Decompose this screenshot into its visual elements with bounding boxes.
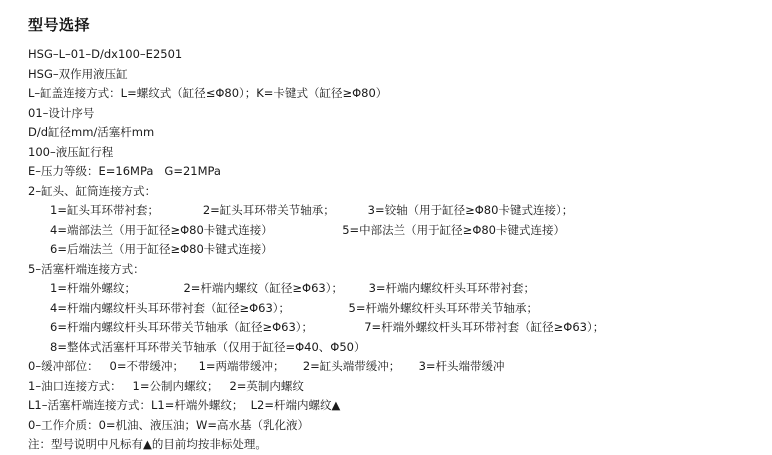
spec-line: 4=端部法兰（用于缸径≥Φ80卡键式连接） 5=中部法兰（用于缸径≥Φ80卡键式连接） — [50, 222, 565, 237]
spec-line: 8=整体式活塞杆耳环带关节轴承（仅用于缸径=Φ40、Φ50） — [50, 339, 366, 354]
spec-line: L1–活塞杆端连接方式：L1=杆端外螺纹； L2=杆端内螺纹▲ — [28, 398, 341, 412]
spec-line: HSG–双作用液压缸 — [28, 66, 128, 81]
spec-line: 0–缓冲部位： 0=不带缓冲； 1=两端带缓冲； 2=缸头端带缓冲； 3=杆头端带缓冲 — [28, 359, 505, 373]
spec-line: 01–设计序号 — [28, 105, 95, 120]
spec-line: D/d缸径mm/活塞杆mm — [28, 125, 155, 139]
spec-line: 1–油口连接方式： 1=公制内螺纹； 2=英制内螺纹 — [28, 378, 304, 393]
page-title: 型号选择 — [28, 16, 91, 34]
spec-line: HSG–L–01–D/dx100–E2501 — [28, 47, 183, 61]
spec-line: 6=杆端内螺纹杆头耳环带关节轴承（缸径≥Φ63）； 7=杆端外螺纹杆头耳环带衬套（缸径≥Φ63）； — [50, 320, 605, 334]
spec-line: 1=杆端外螺纹； 2=杆端内螺纹（缸径≥Φ63）； 3=杆端内螺纹杆头耳环带衬套； — [50, 281, 536, 295]
spec-line-list — [28, 45, 772, 455]
spec-line: 0–工作介质：0=机油、液压油；W=高水基（乳化液） — [28, 417, 310, 432]
spec-line: 5–活塞杆端连接方式： — [28, 261, 145, 276]
spec-document-page — [0, 14, 772, 451]
spec-line: 100–液压缸行程 — [28, 144, 114, 159]
spec-note-line: 注：型号说明中凡标有▲的目前均按非标处理。 — [28, 437, 267, 451]
spec-line: 1=缸头耳环带衬套； 2=缸头耳环带关节轴承； 3=铰轴（用于缸径≥Φ80卡键式连接）； — [50, 203, 574, 217]
spec-line: 2–缸头、缸筒连接方式： — [28, 183, 157, 198]
spec-line: E–压力等级：E=16MPa G=21MPa — [28, 164, 221, 178]
spec-line: 4=杆端内螺纹杆头耳环带衬套（缸径≥Φ63）； 5=杆端外螺纹杆头耳环带关节轴承； — [50, 300, 538, 315]
spec-line: L–缸盖连接方式：L=螺纹式（缸径≤Φ80）；K=卡键式（缸径≥Φ80） — [28, 86, 388, 100]
spec-line: 6=后端法兰（用于缸径≥Φ80卡键式连接） — [50, 242, 273, 256]
